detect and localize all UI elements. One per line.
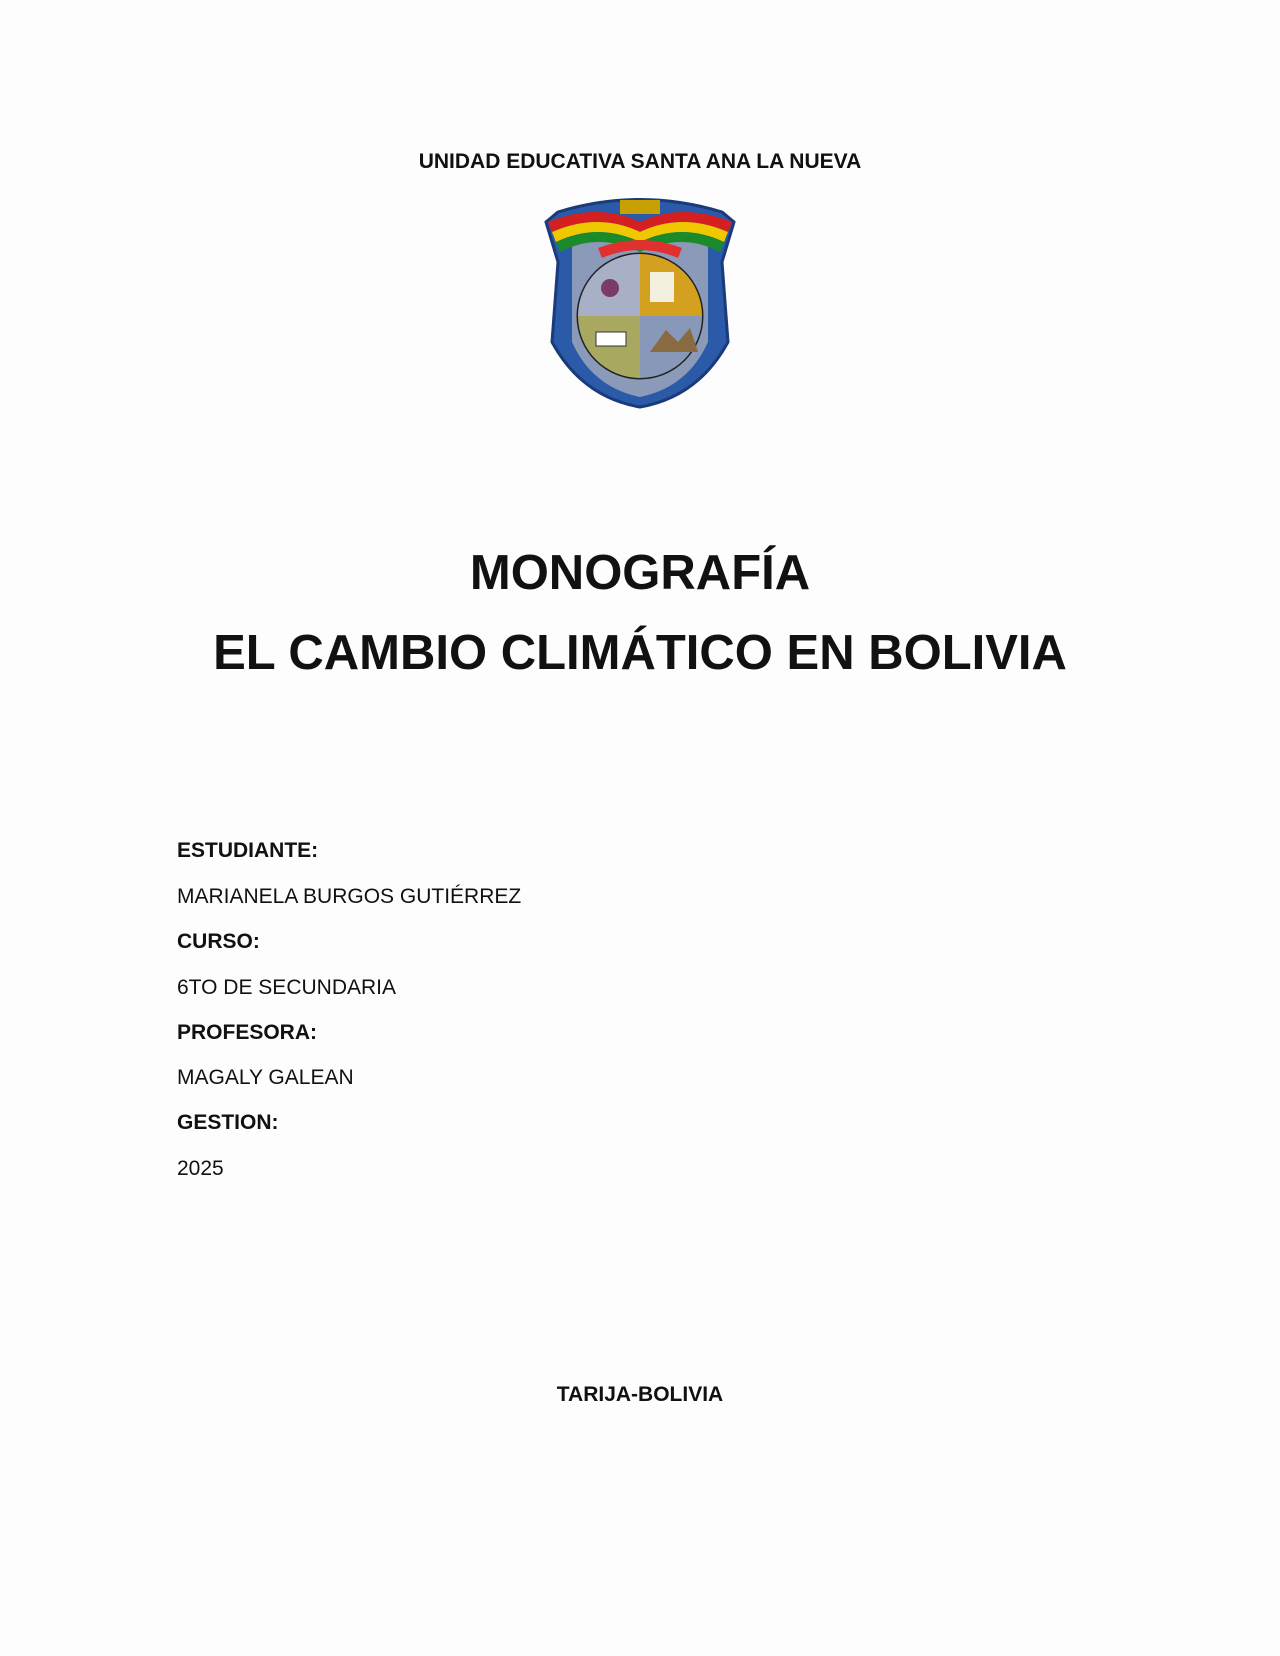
teacher-label: PROFESORA: [177, 1021, 318, 1044]
year-label: GESTION: [177, 1111, 279, 1134]
location: TARIJA-BOLIVIA [556, 1383, 724, 1406]
school-name: UNIDAD EDUCATIVA SANTA ANA LA NUEVA [418, 150, 862, 173]
course-label: CURSO: [177, 930, 260, 953]
year-value: 2025 [177, 1157, 224, 1180]
school-crest-logo [538, 192, 742, 410]
student-label: ESTUDIANTE: [177, 839, 319, 862]
document-type-title: MONOGRAFÍA [469, 546, 811, 600]
monograph-title: EL CAMBIO CLIMÁTICO EN BOLIVIA [213, 626, 1067, 680]
teacher-name: MAGALY GALEAN [177, 1066, 354, 1089]
student-name: MARIANELA BURGOS GUTIÉRREZ [177, 885, 522, 908]
course-value: 6TO DE SECUNDARIA [177, 976, 396, 999]
